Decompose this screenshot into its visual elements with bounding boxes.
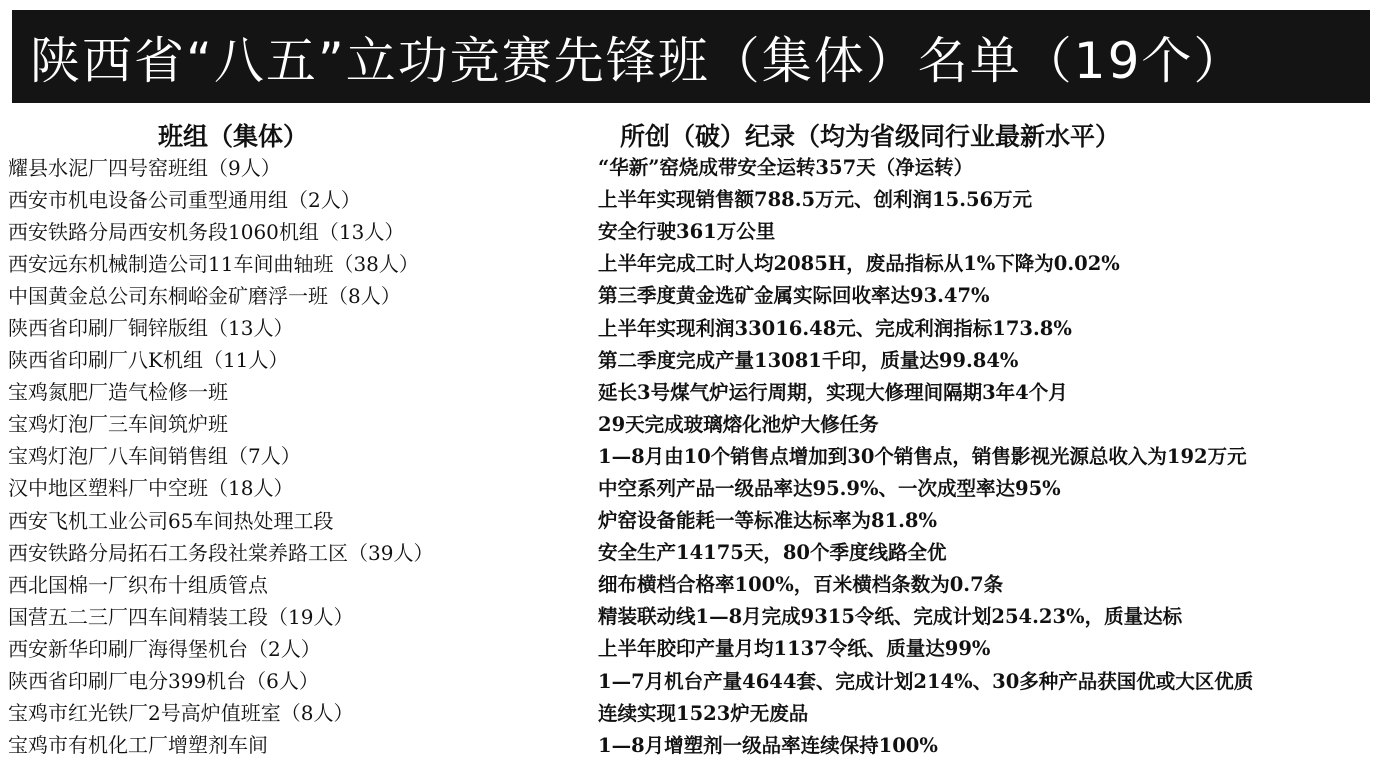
team-name: 宝鸡灯泡厂三车间筑炉班 [8,412,228,437]
list-item [0,728,1380,760]
team-name: 西北国棉一厂织布十组质管点 [8,572,268,597]
team-name: 西安铁路分局拓石工务段社棠养路工区（39人） [8,540,434,565]
record-text: 精装联动线1—8月完成9315令纸、完成计划254.23%，质量达标 [598,605,1183,629]
list-item [0,310,1380,342]
record-text: 第二季度完成产量13081千印，质量达99.84% [598,348,1019,372]
roster-list [0,150,1380,760]
record-text: 连续实现1523炉无废品 [598,701,809,725]
list-item [0,246,1380,278]
team-name: 中国黄金总公司东桐峪金矿磨浮一班（8人） [8,283,401,308]
column-header-record: 所创（破）纪录（均为省级同行业最新水平） [620,122,1121,151]
list-item [0,599,1380,631]
list-item [0,407,1380,439]
list-item [0,439,1380,471]
record-text: 1—8月由10个销售点增加到30个销售点，销售影视光源总收入为192万元 [598,444,1247,468]
record-text: 上半年实现销售额788.5万元、创利润15.56万元 [598,188,1033,212]
team-name: 宝鸡市红光铁厂2号高炉值班室（8人） [8,701,354,726]
list-item [0,664,1380,696]
list-item [0,343,1380,375]
record-text: 安全生产14175天，80个季度线路全优 [598,541,947,565]
team-name: 西安市机电设备公司重型通用组（2人） [8,187,361,212]
list-item [0,214,1380,246]
record-text: 炉窑设备能耗一等标准达标率为81.8% [598,509,938,533]
record-text: 延长3号煤气炉运行周期，实现大修理间隔期3年4个月 [598,380,1068,404]
list-item [0,375,1380,407]
record-text: 中空系列产品一级品率达95.9%、一次成型率达95% [598,476,1061,500]
team-name: 宝鸡氮肥厂造气检修一班 [8,380,228,405]
list-item [0,631,1380,663]
record-text: 1—7月机台产量4644套、完成计划214%、30多种产品获国优或大区优质 [598,669,1254,693]
team-name: 宝鸡市有机化工厂增塑剂车间 [8,733,268,758]
list-item [0,696,1380,728]
team-name: 西安远东机械制造公司11车间曲轴班（38人） [8,251,419,276]
column-header-team: 班组（集体） [158,122,309,151]
record-text: 细布横档合格率100%，百米横档条数为0.7条 [598,573,1004,597]
list-item [0,278,1380,310]
list-item [0,182,1380,214]
list-item [0,567,1380,599]
record-text: 29天完成玻璃熔化池炉大修任务 [598,412,879,436]
team-name: 西安新华印刷厂海得堡机台（2人） [8,636,321,661]
team-name: 汉中地区塑料厂中空班（18人） [8,476,294,501]
record-text: 上半年实现利润33016.48元、完成利润指标173.8% [598,316,1072,340]
team-name: 陕西省印刷厂铜锌版组（13人） [8,316,294,341]
team-name: 陕西省印刷厂电分399机台（6人） [8,669,319,694]
page-title: 陕西省“八五”立功竞赛先锋班（集体）名单（19个） [30,31,1246,90]
team-name: 国营五二三厂四车间精装工段（19人） [8,604,354,629]
team-name: 西安铁路分局西安机务段1060机组（13人） [8,219,405,244]
team-name: 西安飞机工业公司65车间热处理工段 [8,508,334,533]
list-item [0,535,1380,567]
record-text: 1—8月增塑剂一级品率连续保持100% [598,733,938,757]
record-text: “华新”窑烧成带安全运转357天（净运转） [598,156,974,180]
list-item [0,471,1380,503]
team-name: 耀县水泥厂四号窑班组（9人） [8,155,281,180]
record-text: 安全行驶361万公里 [598,220,776,244]
team-name: 陕西省印刷厂八K机组（11人） [8,348,289,373]
title-banner [12,10,1370,103]
team-name: 宝鸡灯泡厂八车间销售组（7人） [8,444,301,469]
record-text: 上半年胶印产量月均1137令纸、质量达99% [598,637,991,661]
list-item [0,150,1380,182]
record-text: 第三季度黄金选矿金属实际回收率达93.47% [598,284,990,308]
list-item [0,503,1380,535]
record-text: 上半年完成工时人均2085H，废品指标从1%下降为0.02% [598,252,1120,276]
